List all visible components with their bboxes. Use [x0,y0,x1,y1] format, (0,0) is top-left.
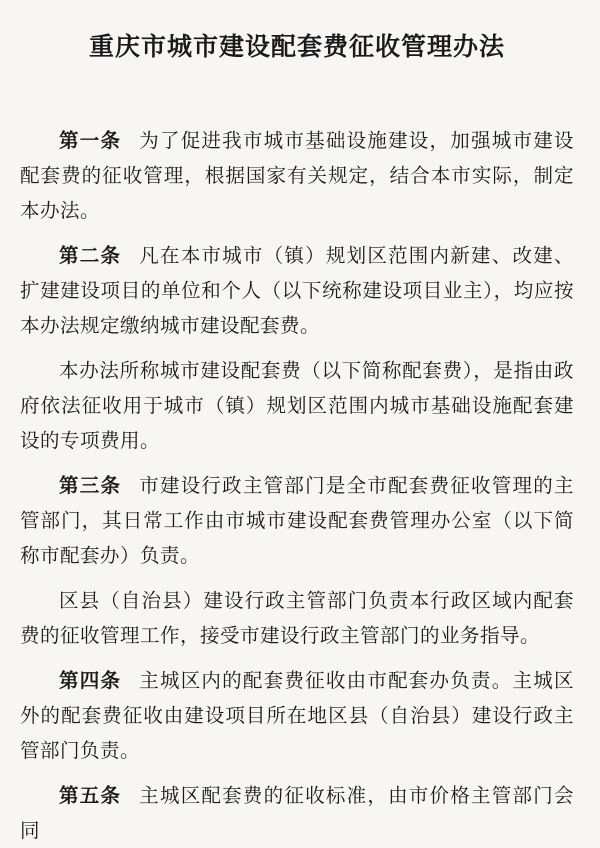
document-title: 重庆市城市建设配套费征收管理办法 [88,32,505,61]
paragraph-article-2 [20,238,574,343]
paragraph-article-1 [20,123,574,228]
article-label: 第三条 [59,474,122,497]
paragraph-text: 主城区内的配套费征收由市配套办负责。主城区外的配套费征收由建设项目所在地区县（自治县）建设行政主管部门负责。 [20,669,574,762]
article-label: 第五条 [59,784,122,807]
paragraph-text: 区县（自治县）建设行政主管部门负责本行政区域内配套费的征收管理工作，接受市建设行政主管部门的业务指导。 [20,589,574,647]
paragraph-article-3 [20,468,574,573]
article-label: 第一条 [59,129,122,152]
paragraph-article-3-continued [20,583,574,653]
article-label: 第四条 [59,669,122,692]
paragraph-text: 本办法所称城市建设配套费（以下简称配套费），是指由政府依法征收用于城市（镇）规划区范围内城市基础设施配套建设的专项费用。 [20,359,574,452]
article-label: 第二条 [59,244,122,267]
paragraph-text: 为了促进我市城市基础设施建设，加强城市建设配套费的征收管理，根据国家有关规定，结合本市实际，制定本办法。 [20,129,574,222]
paragraph-article-2-continued [20,353,574,458]
paragraph-text: 市建设行政主管部门是全市配套费征收管理的主管部门，其日常工作由市城市建设配套费管理办公室（以下简称市配套办）负责。 [20,474,574,567]
paragraph-text: 凡在本市城市（镇）规划区范围内新建、改建、扩建建设项目的单位和个人（以下统称建设项目业主），均应按本办法规定缴纳城市建设配套费。 [20,244,574,337]
paragraph-article-4 [20,663,574,768]
paragraph-article-5 [20,778,574,848]
paragraph-text: 主城区配套费的征收标准，由市价格主管部门会同 [20,784,574,842]
